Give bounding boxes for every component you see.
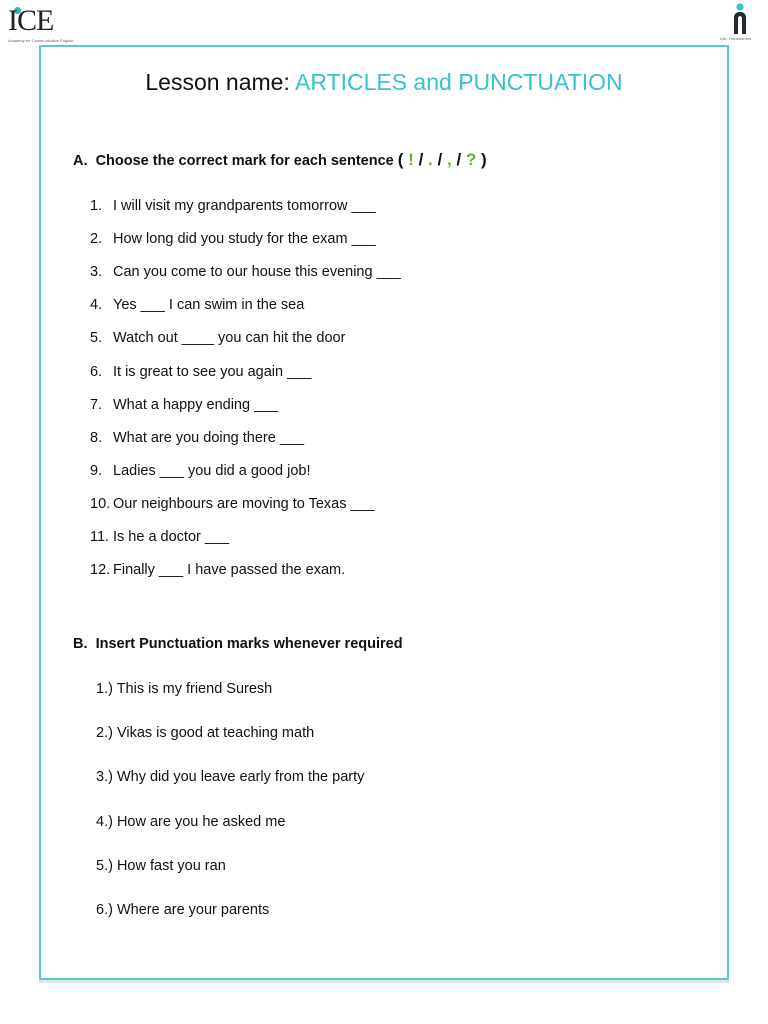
marks-open-paren: (	[397, 150, 404, 169]
section-b-letter: B.	[73, 636, 88, 652]
list-item	[96, 723, 314, 743]
logo-text: ICE	[8, 4, 54, 37]
item-text: Yes ___ I can swim in the sea	[113, 297, 305, 314]
marks-close-paren: )	[481, 150, 487, 169]
item-text: Watch out ____ you can hit the door	[113, 330, 346, 347]
section-a-heading	[73, 150, 487, 171]
mark-exclamation: !	[408, 150, 414, 169]
list-item	[90, 295, 304, 315]
item-text: How long did you study for the exam ___	[113, 231, 376, 248]
ice-logo	[8, 4, 78, 44]
list-item	[90, 196, 376, 216]
item-number: 10.	[90, 495, 111, 512]
item-number: 12.	[90, 562, 111, 579]
list-item	[96, 679, 272, 699]
item-number: 4.	[90, 297, 103, 314]
item-number: 4.)	[96, 813, 113, 830]
list-item	[90, 494, 375, 514]
item-number: 11.	[90, 529, 110, 545]
item-text: Vikas is good at teaching math	[116, 725, 315, 742]
item-number: 5.)	[96, 857, 113, 874]
brand-figure-logo	[716, 2, 764, 44]
marks-separator: /	[456, 150, 462, 169]
item-text: Ladies ___ you did a good job!	[113, 462, 311, 479]
list-item	[96, 900, 269, 920]
item-text: I will visit my grandparents tomorrow ___	[113, 198, 376, 214]
mark-comma: ,	[446, 150, 452, 169]
section-a-title: Choose the correct mark for each sentence	[95, 153, 394, 169]
frame-shadow	[39, 980, 729, 983]
list-item	[90, 229, 376, 249]
list-item	[90, 362, 311, 382]
item-number: 9.	[90, 462, 103, 479]
item-text: This is my friend Suresh	[116, 681, 273, 697]
logo-right-tagline: Life. Transformed.	[720, 36, 753, 41]
logo-tagline: Academy for Communicative English	[8, 38, 74, 43]
list-item	[90, 428, 304, 448]
list-item	[96, 856, 226, 876]
section-a-letter: A.	[73, 153, 88, 169]
item-number: 1.	[90, 198, 103, 214]
punctuation-options	[398, 150, 487, 169]
item-text: How fast you ran	[116, 857, 226, 874]
lesson-name-label: Lesson name:	[145, 69, 290, 95]
list-item	[96, 812, 285, 832]
item-number: 2.	[90, 231, 103, 248]
item-text: Can you come to our house this evening ___	[113, 264, 401, 281]
item-text: Is he a doctor ___	[113, 529, 230, 545]
item-number: 3.	[90, 264, 103, 281]
list-item	[90, 461, 311, 481]
lesson-title	[0, 66, 768, 98]
item-text: It is great to see you again ___	[113, 363, 312, 380]
item-text: Our neighbours are moving to Texas ___	[113, 495, 375, 512]
item-text: Finally ___ I have passed the exam.	[113, 562, 346, 579]
item-number: 5.	[90, 330, 103, 347]
item-text: How are you he asked me	[116, 813, 286, 830]
section-b-heading	[73, 634, 403, 654]
item-number: 1.)	[96, 681, 113, 697]
list-item	[90, 262, 401, 282]
mark-period: .	[428, 150, 433, 169]
item-text: What a happy ending ___	[113, 396, 279, 413]
item-number: 2.)	[96, 725, 113, 742]
item-number: 8.	[90, 429, 103, 446]
item-text: Why did you leave early from the party	[116, 769, 365, 786]
item-text: What are you doing there ___	[113, 429, 305, 446]
item-number: 6.)	[96, 902, 113, 918]
lesson-name-value: ARTICLES and PUNCTUATION	[294, 69, 623, 95]
item-number: 6.	[90, 363, 103, 380]
item-number: 7.	[90, 396, 103, 413]
marks-separator: /	[418, 150, 424, 169]
list-item	[90, 328, 345, 348]
marks-separator: /	[437, 150, 443, 169]
mark-question: ?	[465, 150, 477, 169]
list-item	[90, 527, 229, 547]
person-figure-icon	[728, 2, 752, 36]
list-item	[90, 560, 345, 580]
list-item	[90, 395, 278, 415]
list-item	[96, 767, 364, 787]
item-text: Where are your parents	[116, 902, 270, 918]
section-b-title: Insert Punctuation marks whenever required	[95, 636, 403, 652]
item-number: 3.)	[96, 769, 113, 786]
